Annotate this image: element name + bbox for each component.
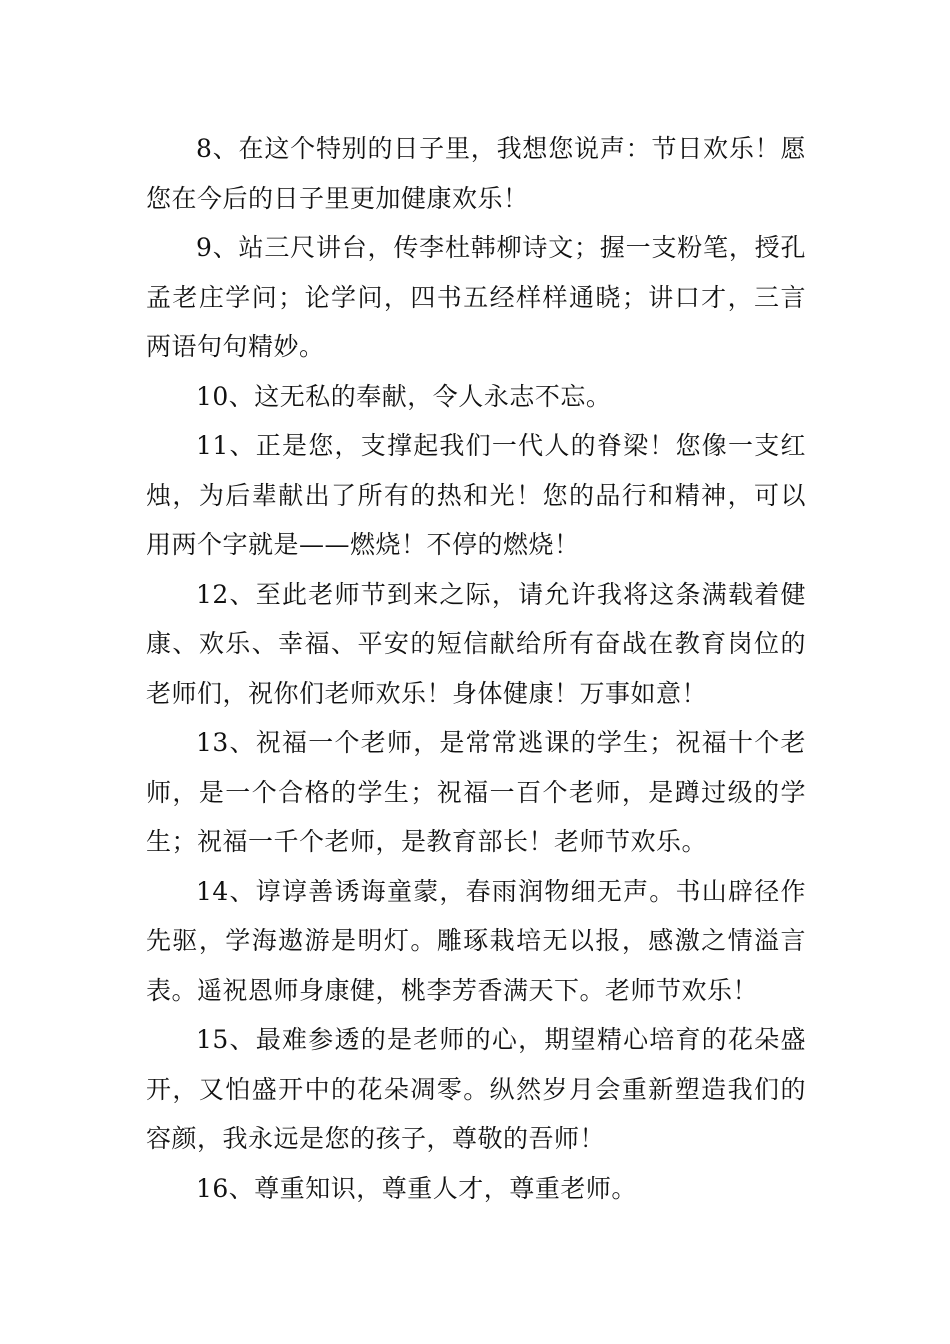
- paragraph-13: 13、祝福一个老师，是常常逃课的学生；祝福十个老师，是一个合格的学生；祝福一百个老师，是蹲过级的学生；祝福一千个老师，是教育部长！老师节欢乐。: [146, 728, 806, 856]
- paragraph-11: 11、正是您，支撑起我们一代人的脊梁！您像一支红烛，为后辈献出了所有的热和光！您的品行和精神，可以用两个字就是——燃烧！不停的燃烧！: [146, 431, 806, 559]
- document-body: [146, 124, 806, 1213]
- paragraph-10: 10、这无私的奉献，令人永志不忘。: [196, 381, 612, 411]
- paragraph-12: 12、至此老师节到来之际，请允许我将这条满载着健康、欢乐、幸福、平安的短信献给所有奋战在教育岗位的老师们，祝你们老师欢乐！身体健康！万事如意！: [146, 579, 806, 708]
- paragraph-9: 9、站三尺讲台，传李杜韩柳诗文；握一支粉笔，授孔孟老庄学问；论学问，四书五经样样通晓；讲口才，三言两语句句精妙。: [146, 233, 806, 361]
- paragraph-14: 14、谆谆善诱诲童蒙，春雨润物细无声。书山辟径作先驱，学海遨游是明灯。雕琢栽培无以报，感激之情溢言表。遥祝恩师身康健，桃李芳香满天下。老师节欢乐！: [146, 876, 806, 1005]
- paragraph-16: 16、尊重知识，尊重人才，尊重老师。: [196, 1173, 637, 1203]
- paragraph-8: 8、在这个特别的日子里，我想您说声：节日欢乐！愿您在今后的日子里更加健康欢乐！: [146, 134, 806, 213]
- paragraph-15: 15、最难参透的是老师的心，期望精心培育的花朵盛开，又怕盛开中的花朵凋零。纵然岁月会重新塑造我们的容颜，我永远是您的孩子，尊敬的吾师！: [146, 1025, 806, 1153]
